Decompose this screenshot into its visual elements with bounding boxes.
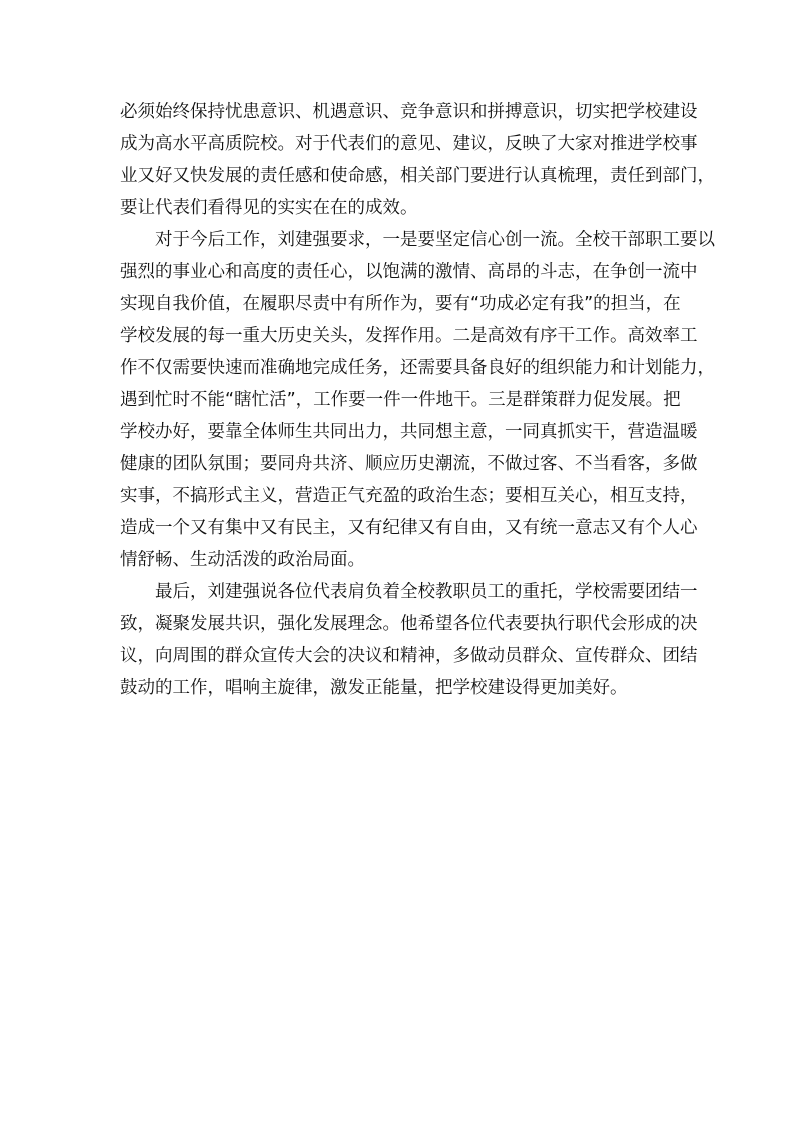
text-line: 造成一个又有集中又有民主，又有纪律又有自由，又有统一意志又有个人心 [120, 518, 698, 538]
text-line: 作不仅需要快速而准确地完成任务，还需要具备良好的组织能力和计划能力， [120, 358, 715, 378]
text-line: 学校发展的每一重大历史关头，发挥作用。二是高效有序干工作。高效率工 [120, 326, 698, 346]
text-line: 情舒畅、生动活泼的政治局面。 [120, 550, 365, 570]
text-line: 强烈的事业心和高度的责任心，以饱满的激情、高昂的斗志，在争创一流中 [120, 262, 698, 282]
text-line: 健康的团队氛围；要同舟共济、顺应历史潮流，不做过客、不当看客，多做 [120, 454, 698, 474]
text-line: 致，凝聚发展共识，强化发展理念。他希望各位代表要执行职代会形成的决 [120, 614, 698, 634]
text-line: 要让代表们看得见的实实在在的成效。 [120, 198, 418, 218]
paragraph [120, 576, 698, 704]
text-line: 鼓动的工作，唱响主旋律，激发正能量，把学校建设得更加美好。 [120, 678, 628, 698]
document-page [120, 96, 715, 704]
text-line: 成为高水平高质院校。对于代表们的意见、建议，反映了大家对推进学校事 [120, 134, 698, 154]
paragraph [120, 96, 715, 224]
text-line: 对于今后工作，刘建强要求，一是要坚定信心创一流。全校干部职工要以 [155, 230, 715, 250]
paragraph [120, 224, 715, 576]
text-line: 学校办好，要靠全体师生共同出力，共同想主意，一同真抓实干，营造温暖 [120, 422, 698, 442]
text-line: 必须始终保持忧患意识、机遇意识、竞争意识和拼搏意识，切实把学校建设 [120, 102, 698, 122]
text-line: 实现自我价值，在履职尽责中有所作为，要有“功成必定有我”的担当，在 [120, 294, 681, 314]
text-line: 遇到忙时不能“瞎忙活”，工作要一件一件地干。三是群策群力促发展。把 [120, 390, 681, 410]
text-line: 议，向周围的群众宣传大会的决议和精神，多做动员群众、宣传群众、团结 [120, 646, 698, 666]
text-line: 业又好又快发展的责任感和使命感，相关部门要进行认真梳理，责任到部门， [120, 166, 715, 186]
text-line: 实事，不搞形式主义，营造正气充盈的政治生态；要相互关心，相互支持， [120, 486, 698, 506]
text-line: 最后，刘建强说各位代表肩负着全校教职员工的重托，学校需要团结一 [155, 582, 698, 602]
